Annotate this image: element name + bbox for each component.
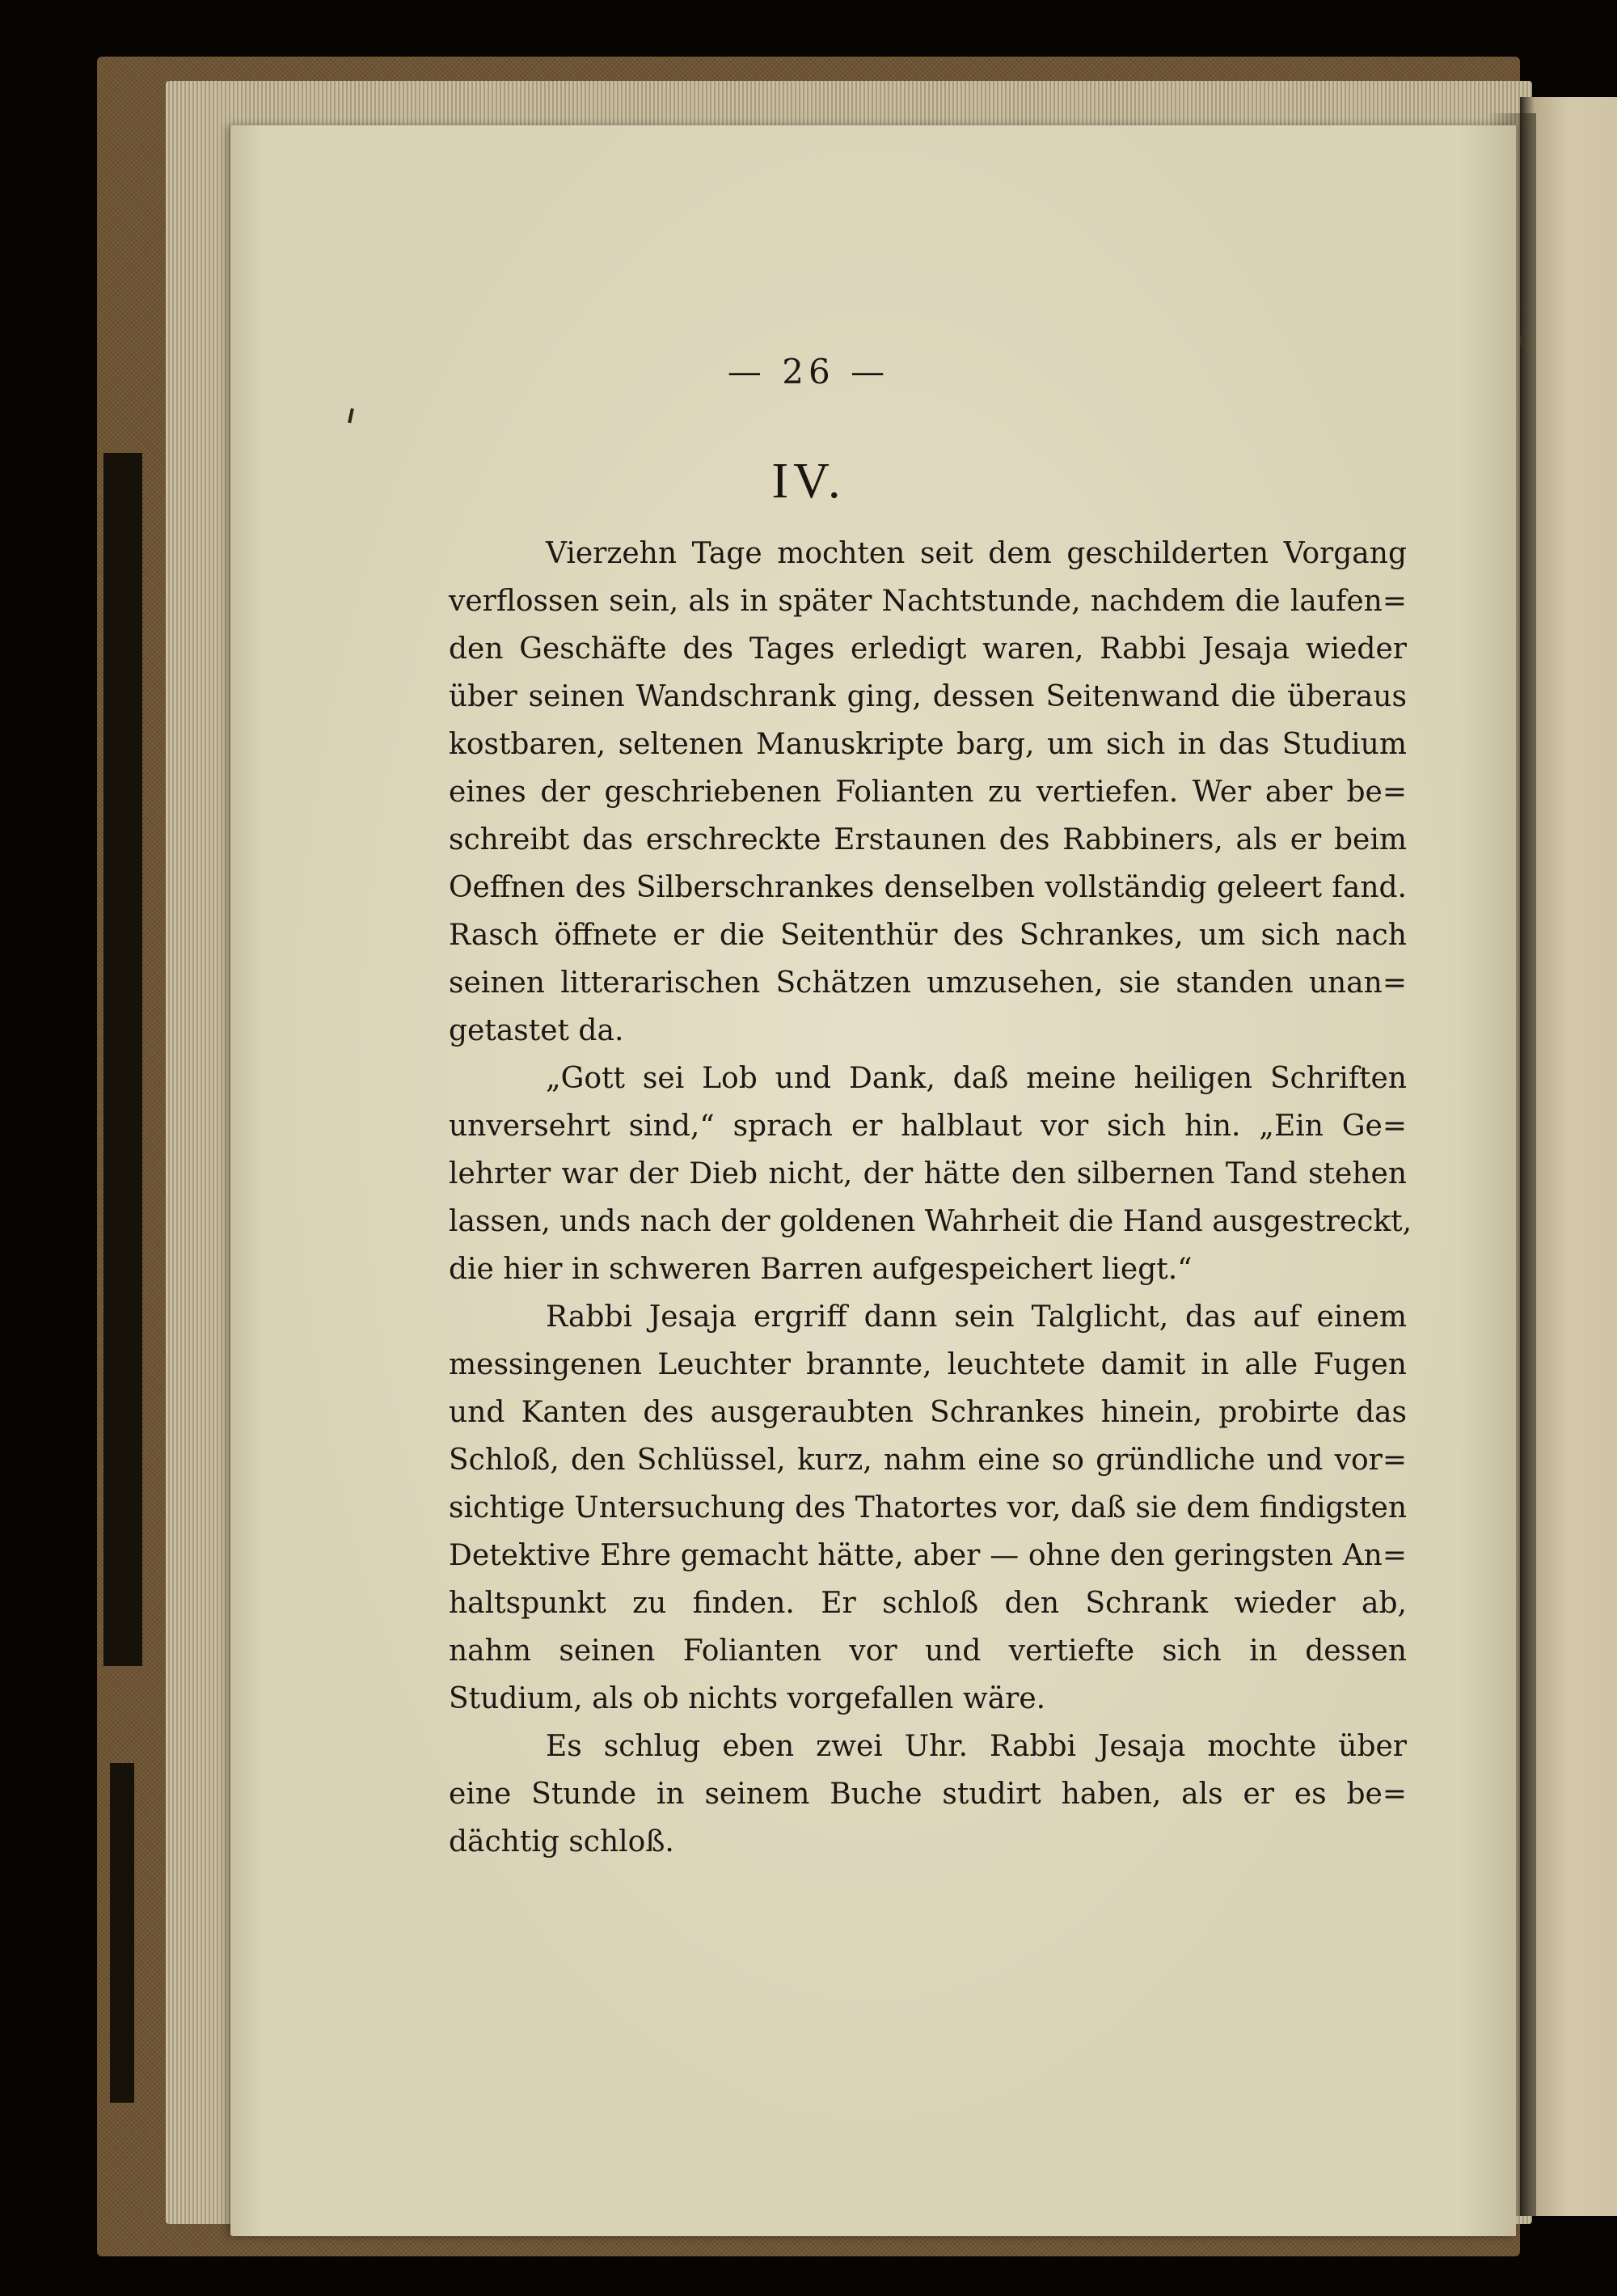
text-line: die hier in schweren Barren aufgespeichert liegt.“ <box>449 1253 1193 1286</box>
text-line: unversehrt sind,“ sprach er halblaut vor sich hin. „Ein Ge= <box>449 1110 1407 1143</box>
page-number: — 26 — <box>727 352 890 391</box>
text-line: schreibt das erschreckte Erstaunen des Rabbiners, als er beim <box>449 823 1407 856</box>
text-line: den Geschäfte des Tages erledigt waren, Rabbi Jesaja wieder <box>449 632 1407 666</box>
text-line: eine Stunde in seinem Buche studirt haben, als er es be= <box>449 1778 1407 1811</box>
text-line: Vierzehn Tage mochten seit dem geschilderten Vorgang <box>546 537 1407 570</box>
text-line: Es schlug eben zwei Uhr. Rabbi Jesaja mochte über <box>546 1730 1407 1763</box>
text-line: Schloß, den Schlüssel, kurz, nahm eine so gründliche und vor= <box>449 1444 1407 1477</box>
text-line: kostbaren, seltenen Manuskripte barg, um sich in das Studium <box>449 728 1407 761</box>
margin-mark <box>1520 336 1524 345</box>
text-line: lassen, unds nach der goldenen Wahrheit die Hand ausgestreckt, <box>449 1205 1412 1238</box>
text-line: Detektive Ehre gemacht hätte, aber — ohne den geringsten An= <box>449 1539 1407 1572</box>
text-line: messingenen Leuchter brannte, leuchtete damit in alle Fugen <box>449 1348 1407 1381</box>
text-line: und Kanten des ausgeraubten Schrankes hinein, probirte das <box>449 1396 1407 1429</box>
text-line: über seinen Wandschrank ging, dessen Seitenwand die überaus <box>449 680 1407 713</box>
text-line: Oeffnen des Silberschrankes denselben vollständig geleert fand. <box>449 871 1407 904</box>
text-line: „Gott sei Lob und Dank, daß meine heiligen Schriften <box>546 1062 1407 1095</box>
text-line: verflossen sein, als in später Nachtstunde, nachdem die laufen= <box>449 585 1407 618</box>
body-text <box>449 530 1412 1866</box>
text-line: Rabbi Jesaja ergriff dann sein Talglicht, das auf einem <box>546 1300 1407 1334</box>
text-line: getastet da. <box>449 1014 624 1047</box>
cover-wear <box>110 1763 134 2103</box>
text-line: nahm seinen Folianten vor und vertiefte sich in dessen <box>449 1634 1407 1668</box>
text-line: eines der geschriebenen Folianten zu vertiefen. Wer aber be= <box>449 776 1407 809</box>
text-line: Studium, als ob nichts vorgefallen wäre. <box>449 1682 1046 1715</box>
chapter-heading: IV. <box>771 454 846 509</box>
text-line: lehrter war der Dieb nicht, der hätte den silbernen Tand stehen <box>449 1157 1407 1190</box>
text-line: haltspunkt zu finden. Er schloß den Schrank wieder ab, <box>449 1587 1407 1620</box>
text-line: sichtige Untersuchung des Thatortes vor, daß sie dem findigsten <box>449 1491 1407 1524</box>
text-line: seinen litterarischen Schätzen umzusehen, sie standen unan= <box>449 966 1407 1000</box>
text-line: dächtig schloß. <box>449 1825 674 1858</box>
text-line: Rasch öffnete er die Seitenthür des Schrankes, um sich nach <box>449 919 1407 952</box>
cover-wear <box>103 453 142 1666</box>
